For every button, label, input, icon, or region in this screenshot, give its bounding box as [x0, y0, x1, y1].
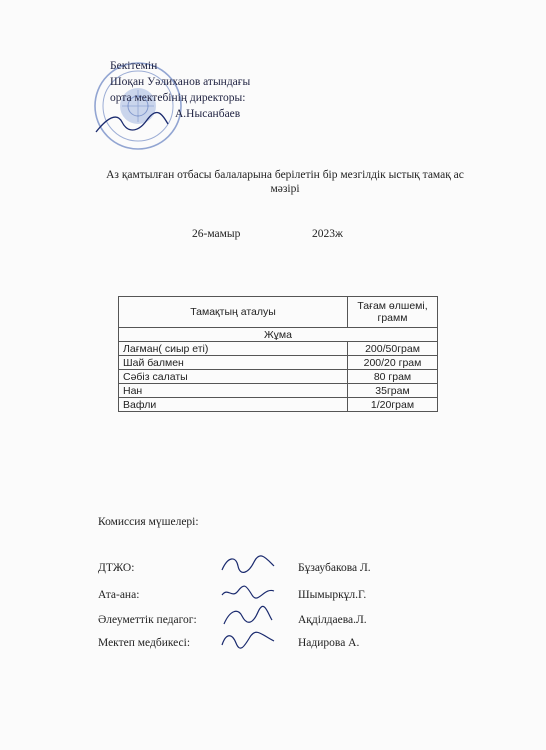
table-row: [119, 398, 438, 412]
dish-grams: 1/20грам: [348, 398, 438, 412]
approval-line-2: Шоқан Уәлиханов атындағы: [110, 76, 251, 88]
dish-name: Нан: [119, 384, 348, 398]
header-dish-name: Тамақтың аталуы: [119, 297, 348, 328]
approval-line-1: Бекітемін: [110, 60, 158, 72]
table-row: [119, 384, 438, 398]
dish-grams: 35грам: [348, 384, 438, 398]
dish-name: Лағман( сиыр еті): [119, 342, 348, 356]
signature-icon: [218, 552, 278, 578]
date-day: 26-мамыр: [192, 228, 241, 240]
member-name: Бұзаубакова Л.: [298, 562, 371, 574]
approval-line-3: орта мектебінің директоры:: [110, 92, 246, 104]
menu-table: [118, 296, 438, 412]
date-year: 2023ж: [312, 228, 343, 240]
member-role: Мектеп медбикесі:: [98, 637, 191, 649]
table-row: [119, 342, 438, 356]
header-portion: Тағам өлшемі, грамм: [348, 297, 438, 328]
document-title: Аз қамтылған отбасы балаларына берілетін бір мезгілдік ыстық тамақ ас мәзірі: [106, 169, 464, 195]
signature-icon: [218, 627, 278, 653]
member-role: Әлеуметтік педагог:: [98, 614, 197, 626]
table-row: [119, 356, 438, 370]
member-name: Надирова А.: [298, 637, 360, 649]
member-role: ДТЖО:: [98, 562, 135, 574]
menu-day-label: Жұма: [119, 328, 438, 342]
member-name: Ақділдаева.Л.: [298, 614, 367, 626]
commission-title: Комиссия мүшелері:: [98, 516, 199, 528]
member-role: Ата-ана:: [98, 589, 140, 601]
dish-grams: 200/20 грам: [348, 356, 438, 370]
signature-icon: [218, 579, 278, 605]
approval-line-4: А.Нысанбаев: [175, 108, 241, 120]
dish-grams: 80 грам: [348, 370, 438, 384]
dish-name: Шай балмен: [119, 356, 348, 370]
table-row: [119, 370, 438, 384]
member-name: Шымыркұл.Г.: [298, 589, 367, 601]
dish-name: Сәбіз салаты: [119, 370, 348, 384]
dish-name: Вафли: [119, 398, 348, 412]
director-signature-icon: [92, 108, 172, 138]
dish-grams: 200/50грам: [348, 342, 438, 356]
